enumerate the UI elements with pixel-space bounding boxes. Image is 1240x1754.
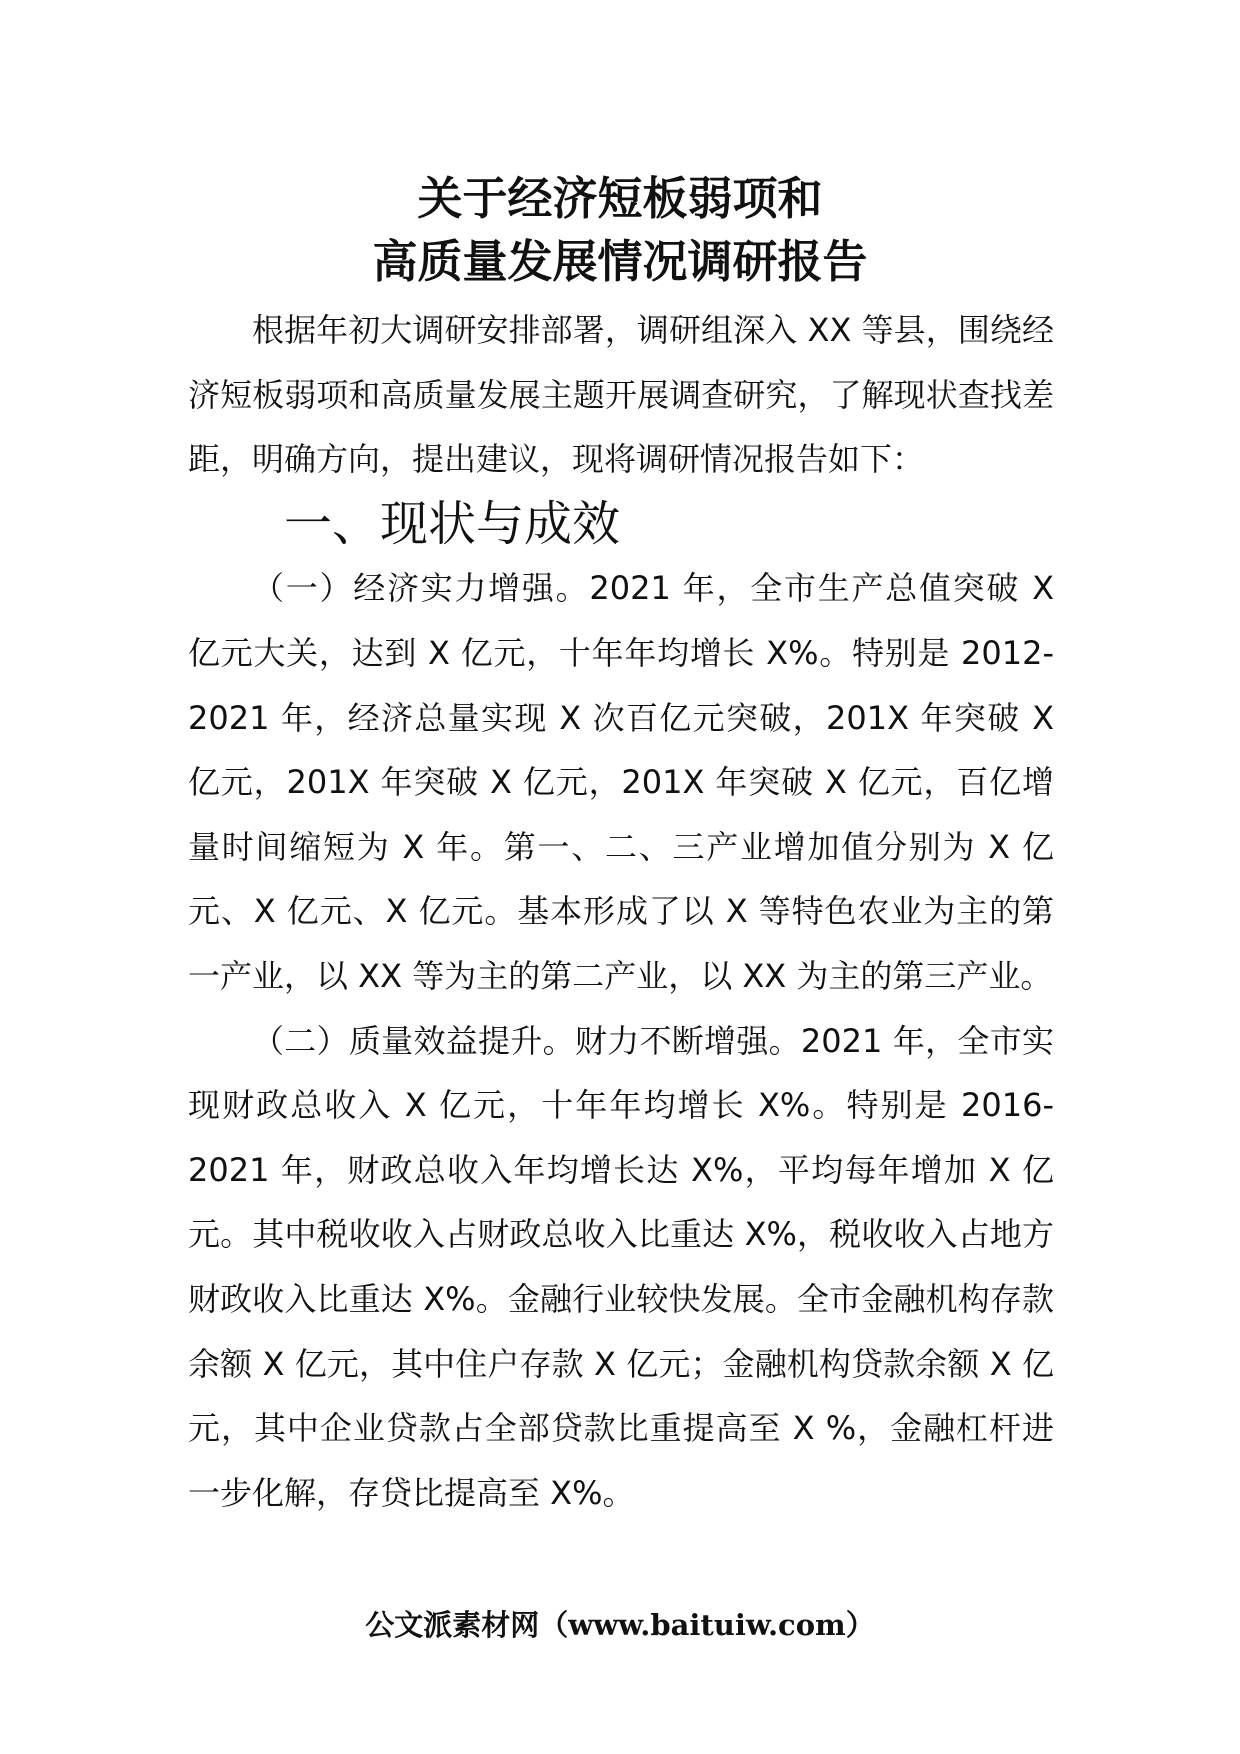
paragraph-quality-benefit: （二）质量效益提升。财力不断增强。2021 年，全市实现财政总收入 X 亿元，十年年均增长 X%。特别是 2016-2021 年，财政总收入年均增长达 X%，平均每年增加 X 亿元。其中税收收入占财政总收入比重达 X%，税收收入占地方财政收入比重达 X%。金融行业较快发展。全市金融机构存款余额 X 亿元，其中住户存款 X 亿元；金融机构贷款余额 X 亿元，其中企业贷款占全部贷款比重提高至 X %，金融杠杆进一步化解，存贷比提高至 X%。 [188,1021,1054,1512]
section-heading-1: 一、现状与成效 [284,495,621,552]
footer-watermark: 公文派素材网（www.baituiw.com） [365,1608,875,1642]
document-title-line-2: 高质量发展情况调研报告 [372,235,868,288]
document-title-line-1: 关于经济短板弱项和 [417,172,823,225]
paragraph-economic-strength: （一）经济实力增强。2021 年，全市生产总值突破 X 亿元大关，达到 X 亿元，十年年均增长 X%。特别是 2012-2021 年，经济总量实现 X 次百亿元突破，201X 年突破 X 亿元，201X 年突破 X 亿元，201X 年突破 X 亿元，百亿增量时间缩短为 X 年。第一、二、三产业增加值分别为 X 亿元、X 亿元、X 亿元。基本形成了以 X 等特色农业为主的第一产业，以 XX 等为主的第二产业，以 XX 为主的第三产业。 [188,569,1054,995]
document-body [188,298,1054,1525]
intro-paragraph: 根据年初大调研安排部署，调研组深入 XX 等县，围绕经济短板弱项和高质量发展主题开展调查研究，了解现状查找差距，明确方向，提出建议，现将调研情况报告如下： [188,311,1054,479]
